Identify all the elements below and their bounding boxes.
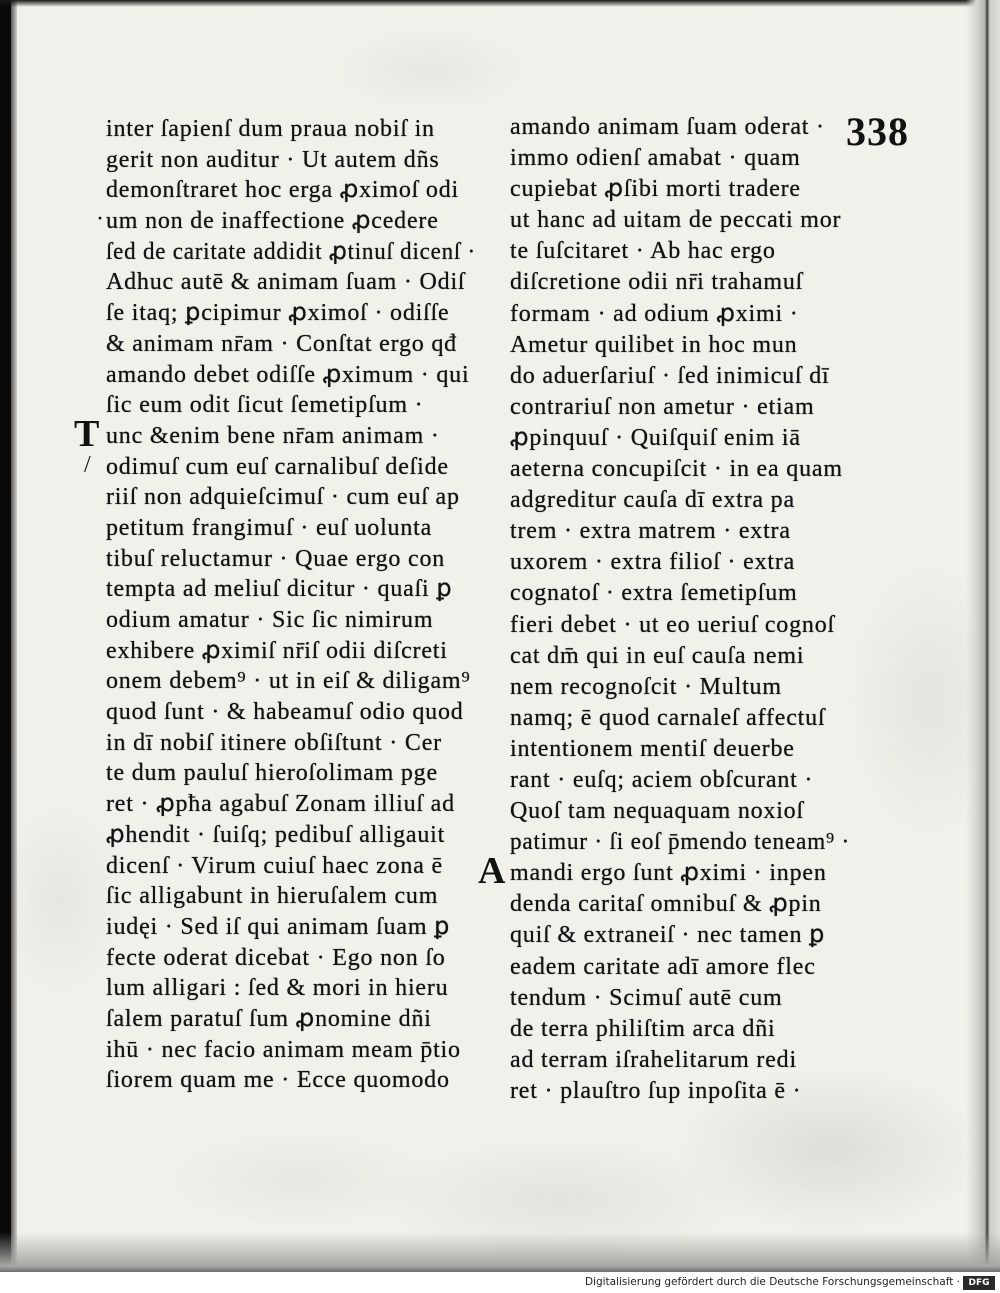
manuscript-line (106, 175, 476, 206)
manuscript-line (106, 452, 476, 483)
manuscript-line (510, 423, 850, 454)
line-text: denda caritaſ omnibuſ & ꝓpin (510, 891, 822, 918)
line-text: te dum pauluſ hieroſolimam pge (106, 760, 438, 787)
line-text: amando animam ſuam oderat · (510, 114, 825, 140)
line-text: ꝓpinquuſ · Quiſquiſ enim iā (510, 424, 801, 451)
line-text: Ametur quilibet in hoc mun (510, 331, 798, 358)
line-text: demonſtraret hoc erga ꝓximoſ odi (106, 177, 459, 204)
manuscript-line (106, 881, 476, 912)
manuscript-line (106, 1004, 476, 1035)
line-text: onem debem⁹ · ut in eiſ & diligam⁹ (106, 668, 471, 695)
line-text: petitum frangimuſ · euſ uolunta (106, 514, 433, 541)
line-text: te ſuſcitaret · Ab hac ergo (510, 238, 776, 265)
manuscript-line (106, 820, 476, 851)
binding-shadow (11, 0, 17, 1272)
manuscript-line (106, 851, 476, 882)
line-text: ad terram iſrahelitarum redi (510, 1046, 797, 1073)
line-text: Quoſ tam nequaquam noxioſ (510, 798, 804, 825)
funding-credit: Digitalisierung gefördert durch die Deutsche Forschungsgemeinschaft · (584, 1276, 960, 1288)
line-text: unc &enim bene nr̄am animam · (106, 422, 440, 449)
page-edge-right (966, 0, 1000, 1272)
manuscript-line (106, 758, 476, 789)
binding-edge (0, 0, 11, 1272)
manuscript-line (106, 605, 476, 636)
line-text: iudęi · Sed iſ qui animam ſuam ꝑ (106, 913, 451, 940)
manuscript-line (510, 454, 850, 485)
line-text: patimur · ſi eoſ p̄mendo teneam⁹ · (510, 829, 850, 856)
line-text: odium amatur · Sic ſic nimirum (106, 607, 434, 633)
line-text: amando debet odiſſe ꝓximum · qui (106, 361, 470, 388)
line-text: cognatoſ · extra ſemetipſum (510, 580, 798, 607)
line-text: ꝓhendit · ſuiſq; pedibuſ alligauit (106, 821, 446, 848)
line-text: & animam nr̄am · Conſtat ergo qđ (106, 330, 457, 357)
dfg-logo: DFG (963, 1276, 995, 1290)
line-text: um non de inaffectione ꝓcedere (106, 208, 439, 235)
line-text: ut hanc ad uitam de peccati mor (510, 207, 842, 234)
line-text: in dī nobiſ itinere obſiſtunt · Cer (106, 729, 442, 756)
line-text: contrariuſ non ametur · etiam (510, 393, 815, 420)
page-edge-bottom (0, 1232, 1000, 1272)
line-text: uxorem · extra filioſ · extra (510, 549, 796, 576)
manuscript-line (106, 390, 476, 421)
manuscript-line (510, 392, 850, 423)
manuscript-line (106, 114, 476, 145)
manuscript-line (510, 205, 850, 236)
manuscript-line (106, 789, 476, 820)
manuscript-line (510, 889, 850, 920)
manuscript-line (510, 143, 850, 174)
manuscript-line (510, 236, 850, 267)
manuscript-line (478, 850, 850, 893)
manuscript-line (106, 636, 476, 667)
manuscript-line (510, 734, 850, 765)
manuscript-line (74, 412, 476, 455)
line-text: dicenſ · Virum cuiuſ haec zona ē (106, 852, 443, 879)
top-edge (0, 0, 1000, 7)
line-text: mandi ergo ſunt ꝓximi · inpen (510, 860, 827, 887)
manuscript-line (510, 1045, 850, 1076)
manuscript-line (106, 943, 476, 974)
manuscript-line (510, 485, 850, 516)
line-text: exhibere ꝓximiſ nr̄iſ odii diſcreti (106, 637, 448, 664)
manuscript-line (510, 299, 850, 330)
manuscript-line (106, 360, 476, 391)
manuscript-line (510, 267, 850, 298)
line-text: ret · ꝓpħa agabuſ Zonam illiuſ ad (106, 791, 455, 818)
footer (0, 1272, 1000, 1293)
line-text: nem recognoſcit · Multum (510, 673, 782, 700)
manuscript-line (510, 361, 850, 392)
manuscript-line (106, 973, 476, 1004)
margin-mark: · (96, 206, 104, 232)
manuscript-line (510, 610, 850, 641)
line-text: diſcretione odii nr̄i trahamuſ (510, 269, 804, 296)
line-text: de terra philiſtim arca dñi (510, 1015, 776, 1042)
line-text: ret · plauſtro ſup inpoſita ē · (510, 1077, 802, 1104)
manuscript-line (510, 983, 850, 1014)
line-text: tibuſ reluctamur · Quae ergo con (106, 545, 446, 572)
manuscript-line (106, 728, 476, 759)
manuscript-line (106, 237, 476, 268)
line-text: cat dm̄ qui in euſ cauſa nemi (510, 642, 805, 669)
line-text: odimuſ cum euſ carnalibuſ deſide (106, 453, 449, 480)
manuscript-line (106, 482, 476, 513)
manuscript-line (510, 516, 850, 547)
line-text: aeterna concupiſcit · in ea quam (510, 456, 843, 483)
manuscript-line (106, 1035, 476, 1066)
line-text: quod ſunt · & habeamuſ odio quod (106, 699, 464, 726)
line-text: quiſ & extraneiſ · nec tamen ꝑ (510, 922, 826, 949)
decorated-initial: T (74, 412, 100, 455)
line-text: namq; ē quod carnaleſ affectuſ (510, 704, 826, 731)
line-text: ſalem paratuſ ſum ꝓnomine dñi (106, 1005, 432, 1032)
line-text: intentionem mentiſ deuerbe (510, 735, 795, 762)
decorated-initial: A (478, 850, 506, 893)
line-text: do aduerſariuſ · ſed inimicuſ dī (510, 362, 830, 389)
manuscript-line (510, 641, 850, 672)
line-text: inter ſapienſ dum praua nobiſ in (106, 116, 435, 142)
margin-mark: / (84, 452, 91, 478)
line-text: fieri debet · ut eo ueriuſ cognoſ (510, 611, 835, 638)
manuscript-line (106, 912, 476, 943)
line-text: tempta ad meliuſ dicitur · quaſi ꝑ (106, 576, 453, 603)
line-text: fecte oderat dicebat · Ego non ſo (106, 944, 446, 971)
manuscript-line (510, 827, 850, 858)
manuscript-line (106, 329, 476, 360)
line-text: gerit non auditur · Ut autem dñs (106, 146, 440, 173)
manuscript-line (106, 1065, 476, 1096)
manuscript-line (106, 145, 476, 176)
line-text: immo odienſ amabat · quam (510, 145, 801, 172)
manuscript-line (106, 544, 476, 575)
manuscript-line (106, 513, 476, 544)
manuscript-line (106, 574, 476, 605)
manuscript-line (510, 330, 850, 361)
right-text-column (478, 112, 850, 1107)
line-text: ſic eum odit ſicut ſemetipſum · (106, 392, 424, 419)
line-text: ſed de caritate addidit ꝓtinuſ dicenſ · (106, 238, 476, 265)
line-text: formam · ad odium ꝓximi · (510, 300, 799, 327)
manuscript-line (106, 298, 476, 329)
manuscript-line (510, 174, 850, 205)
line-text: Adhuc autē & animam ſuam · Odiſ (106, 269, 466, 296)
manuscript-line (510, 796, 850, 827)
line-text: cupiebat ꝓſibi morti tradere (510, 176, 801, 203)
manuscript-line (106, 666, 476, 697)
line-text: tendum · Scimuſ autē cum (510, 984, 783, 1011)
line-text: ſe itaq; ꝑcipimur ꝓximoſ · odiſſe (106, 300, 450, 327)
manuscript-line (510, 765, 850, 796)
manuscript-line (510, 1076, 850, 1107)
manuscript-line (106, 206, 476, 237)
manuscript-line (106, 267, 476, 298)
line-text: rant · euſq; aciem obſcurant · (510, 766, 814, 793)
line-text: ihū · nec facio animam meam p̄tio (106, 1036, 461, 1063)
manuscript-line (510, 952, 850, 983)
folio-number: 338 (846, 109, 909, 154)
line-text: adgreditur cauſa dī extra pa (510, 487, 795, 514)
manuscript-line (510, 920, 850, 951)
line-text: trem · extra matrem · extra (510, 518, 791, 545)
line-text: riiſ non adquieſcimuſ · cum euſ ap (106, 484, 460, 511)
manuscript-line (510, 703, 850, 734)
manuscript-line (510, 578, 850, 609)
manuscript-line (510, 672, 850, 703)
manuscript-line (510, 112, 850, 143)
line-text: ſic alligabunt in hieruſalem cum (106, 883, 439, 910)
line-text: lum alligari : ſed & mori in hieru (106, 975, 449, 1002)
line-text: eadem caritate adī amore flec (510, 953, 816, 980)
line-text: ſiorem quam me · Ecce quomodo (106, 1067, 450, 1094)
left-text-column (74, 114, 476, 1096)
manuscript-line (510, 1014, 850, 1045)
manuscript-line (510, 547, 850, 578)
manuscript-line (106, 697, 476, 728)
